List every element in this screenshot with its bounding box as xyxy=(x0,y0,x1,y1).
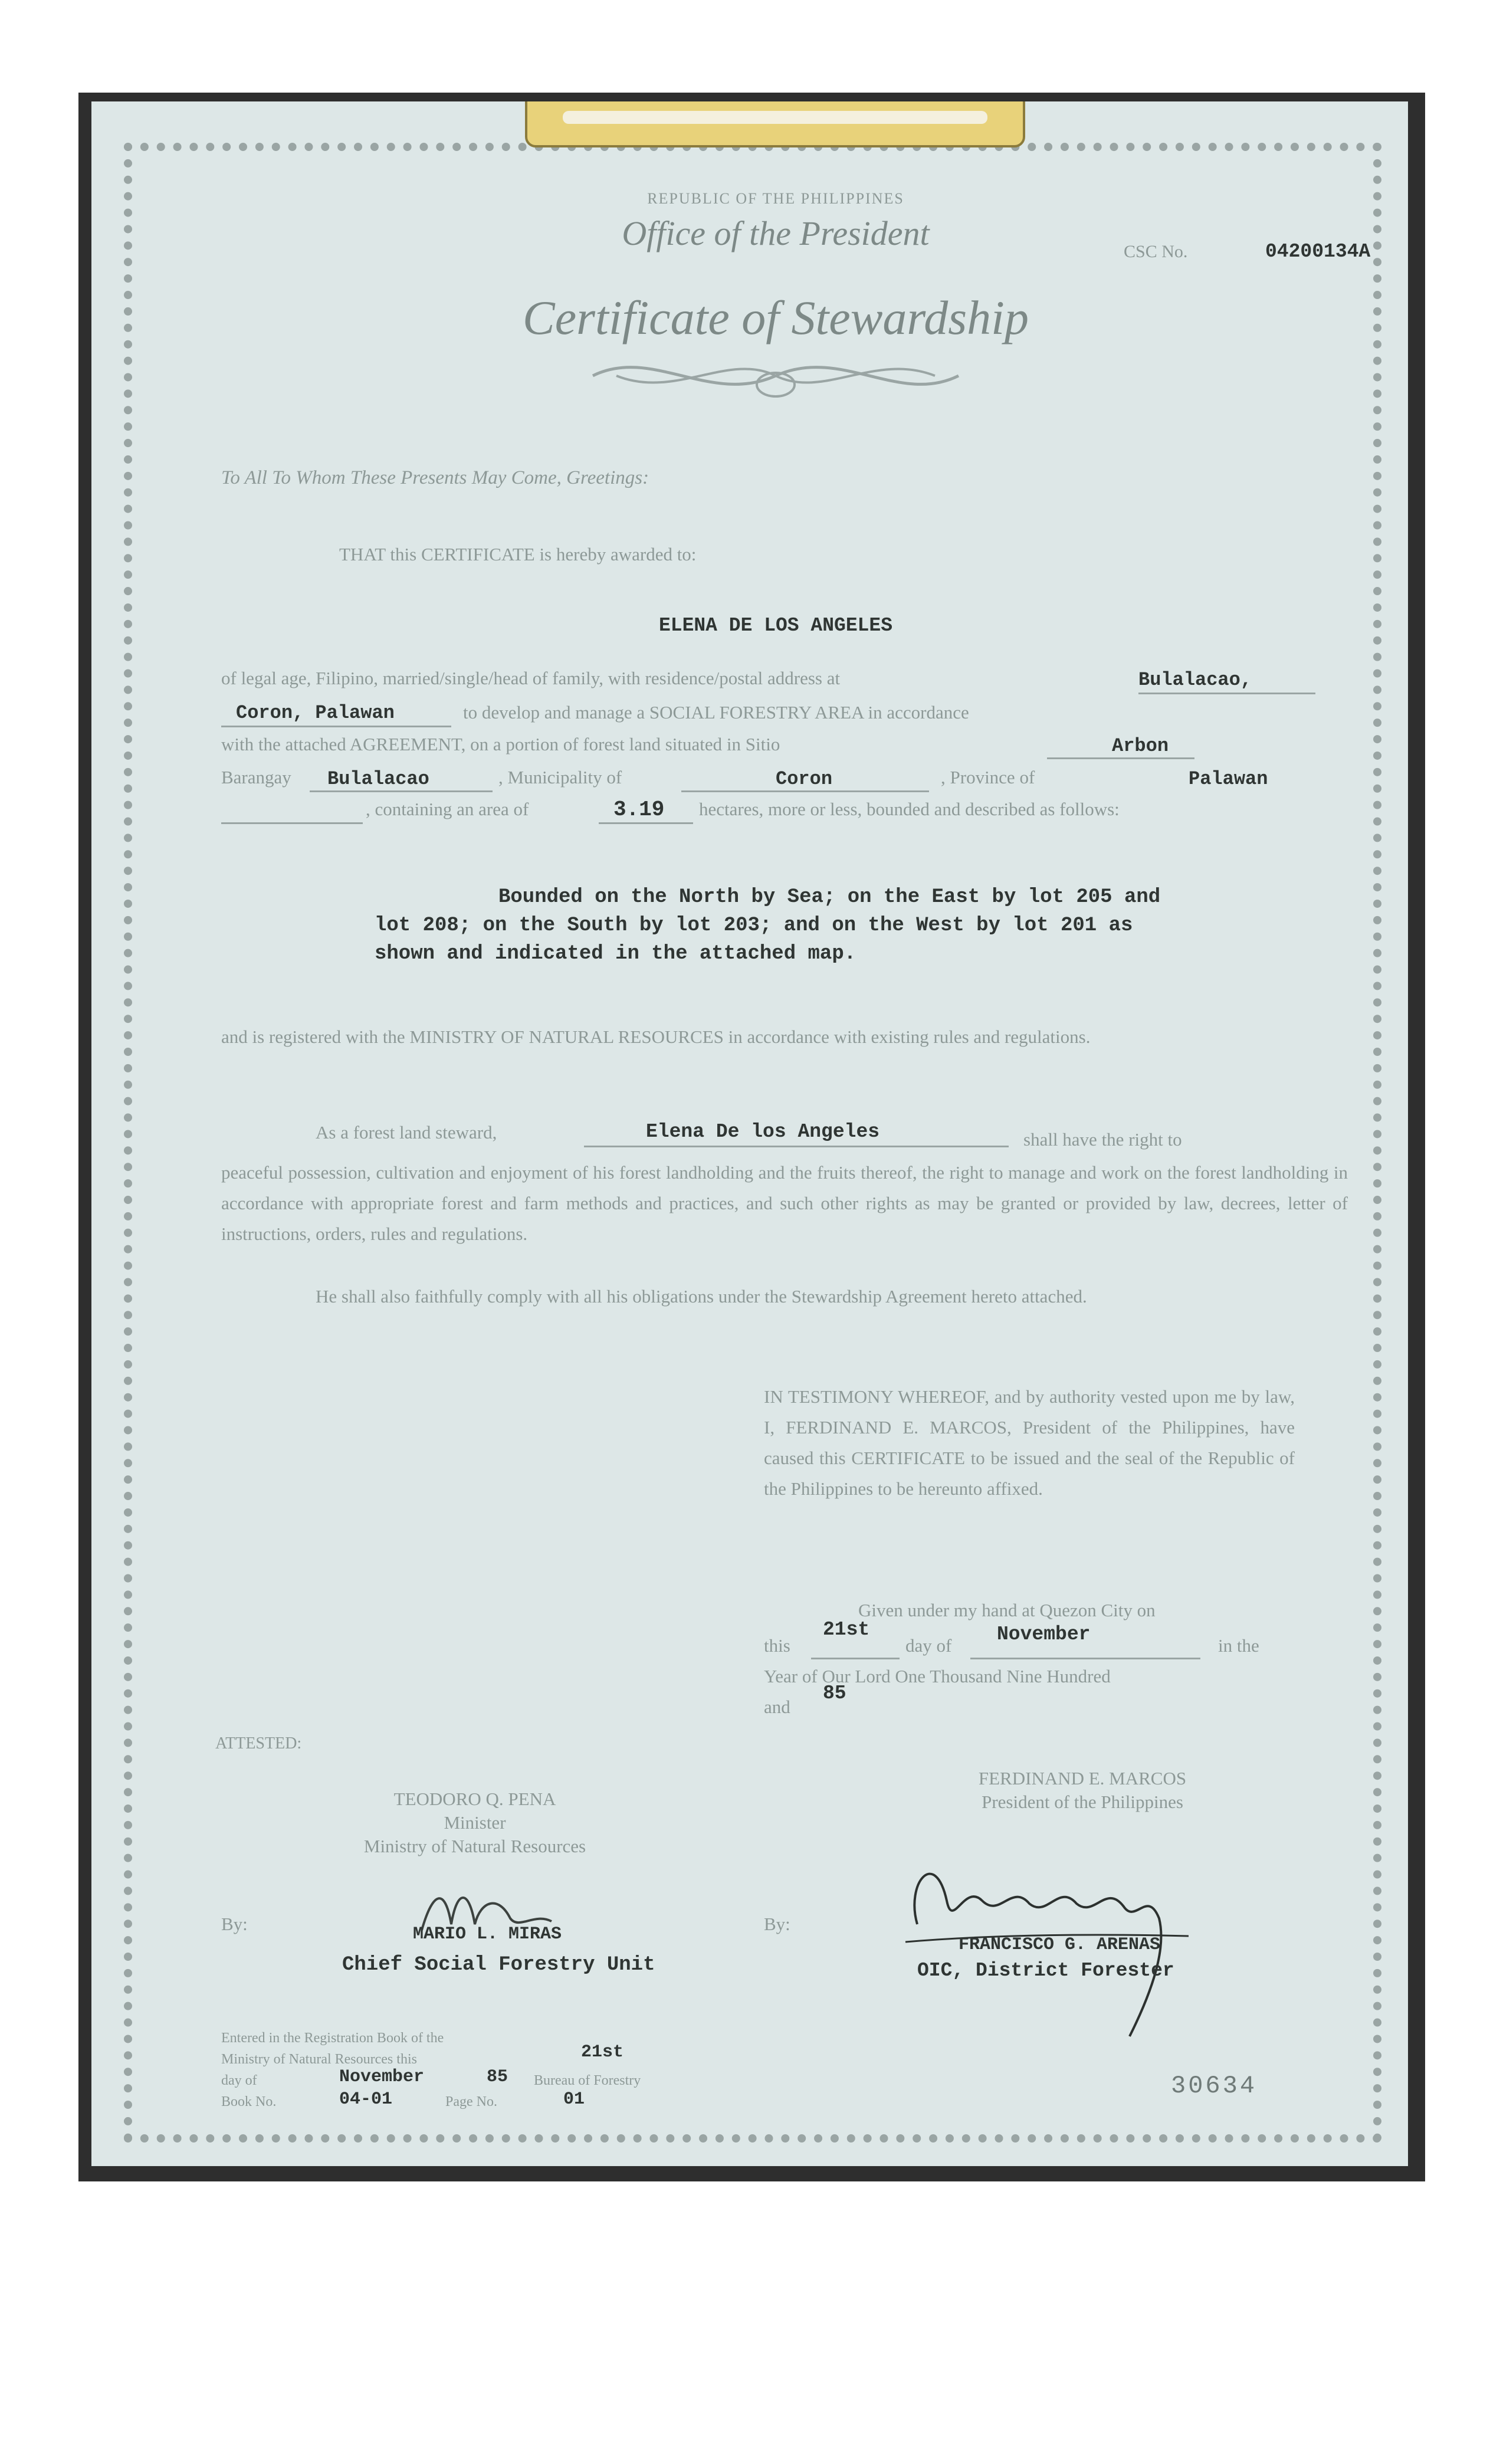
and-label: and xyxy=(764,1697,790,1717)
registry-book: 04-01 xyxy=(339,2089,393,2109)
registry-day-of: day of xyxy=(221,2073,257,2088)
boundary-line-2: lot 208; on the South by lot 203; and on the West by lot 201 as xyxy=(375,914,1133,937)
office-label: Office of the President xyxy=(622,214,930,252)
paper-clip xyxy=(525,101,1025,147)
registry-year: 85 xyxy=(487,2067,508,2087)
area-label: , containing an area of xyxy=(366,799,529,819)
ornament-flourish xyxy=(581,349,970,402)
steward-suffix: shall have the right to xyxy=(1023,1129,1182,1150)
registry-day: 21st xyxy=(581,2042,624,2062)
serial-number: 30634 xyxy=(1171,2072,1258,2100)
area-tail: hectares, more or less, bounded and described as follows: xyxy=(699,799,1120,819)
day-of-label: day of xyxy=(905,1635,952,1656)
in-the-label: in the xyxy=(1218,1635,1259,1656)
signer-left-title: Chief Social Forestry Unit xyxy=(342,1954,655,1976)
certificate-sheet xyxy=(91,101,1408,2166)
minister-title: Minister xyxy=(444,1812,506,1833)
decorative-border xyxy=(124,143,1381,2143)
registry-line-2: Ministry of Natural Resources this xyxy=(221,2052,417,2067)
rights-paragraph: peaceful possession, cultivation and enjoyment of his forest landholding and the fruits thereof, the right to manage and work on the forest landholding in accordance with appropriate forest and farm methods and practices, and such other rights as may be granted or provided by law, decrees, letter of instructions, orders, rules and regulations. xyxy=(221,1162,1348,1244)
province-value: Palawan xyxy=(1189,768,1268,790)
registered-paragraph: and is registered with the MINISTRY OF NATURAL RESOURCES in accordance with existing rules and regulations. xyxy=(221,1026,1091,1047)
body-line-2: to develop and manage a SOCIAL FORESTRY AREA in accordance xyxy=(463,702,969,723)
certificate-title: Certificate of Stewardship xyxy=(523,291,1029,344)
registry-month: November xyxy=(339,2067,425,2087)
province-label: , Province of xyxy=(941,767,1035,788)
steward-prefix: As a forest land steward, xyxy=(316,1122,497,1143)
this-label: this xyxy=(764,1635,790,1656)
minister-name: TEODORO Q. PENA xyxy=(393,1789,556,1809)
area-value: 3.19 xyxy=(613,798,665,822)
boundary-line-3: shown and indicated in the attached map. xyxy=(375,943,856,965)
registry-page-label: Page No. xyxy=(445,2094,497,2109)
address-2: Coron, Palawan xyxy=(236,702,395,724)
steward-name: Elena De los Angeles xyxy=(646,1121,880,1143)
awardee-name: ELENA DE LOS ANGELES xyxy=(658,615,893,636)
csc-number: 04200134A xyxy=(1265,241,1371,263)
given-year: 85 xyxy=(823,1682,846,1704)
address-1: Bulalacao, xyxy=(1138,669,1252,691)
president-title: President of the Philippines xyxy=(982,1792,1183,1812)
municipality-label: , Municipality of xyxy=(498,767,622,788)
barangay-value: Bulalacao xyxy=(327,768,429,790)
registry-page: 01 xyxy=(563,2089,585,2109)
given-month: November xyxy=(997,1623,1091,1645)
signer-right-title: OIC, District Forester xyxy=(917,1960,1174,1981)
barangay-label: Barangay xyxy=(221,767,291,788)
attested-label: ATTESTED: xyxy=(215,1734,302,1753)
boundary-line-1: Bounded on the North by Sea; on the East by lot 205 and xyxy=(498,886,1161,908)
registry-book-label: Book No. xyxy=(221,2094,277,2109)
president-name: FERDINAND E. MARCOS xyxy=(978,1768,1187,1789)
comply-paragraph: He shall also faithfully comply with all his obligations under the Stewardship Agreement hereto attached. xyxy=(316,1286,1087,1307)
registry-bureau: Bureau of Forestry xyxy=(534,2073,641,2088)
given-line: Given under my hand at Quezon City on xyxy=(858,1600,1156,1620)
registry-line-1: Entered in the Registration Book of the xyxy=(221,2030,444,2046)
body-line-1: of legal age, Filipino, married/single/head of family, with residence/postal address at xyxy=(221,668,841,688)
signer-left-name: MARIO L. MIRAS xyxy=(413,1924,562,1944)
body-line-3: with the attached AGREEMENT, on a portion of forest land situated in Sitio xyxy=(221,734,780,754)
republic-label: REPUBLIC OF THE PHILIPPINES xyxy=(647,190,904,207)
award-line: THAT this CERTIFICATE is hereby awarded to: xyxy=(339,544,697,565)
testimony-paragraph: IN TESTIMONY WHEREOF, and by authority vested upon me by law, I, FERDINAND E. MARCOS, President of the Philippines, have caused this CERTIFICATE to be issued and the seal of the Republic of the Philippines to be hereunto affixed. xyxy=(764,1386,1295,1499)
minister-ministry: Ministry of Natural Resources xyxy=(363,1836,586,1856)
sitio-value: Arbon xyxy=(1112,735,1169,757)
year-line: Year of Our Lord One Thousand Nine Hundred xyxy=(764,1666,1111,1687)
given-day: 21st xyxy=(823,1619,870,1641)
greeting: To All To Whom These Presents May Come, Greetings: xyxy=(221,467,649,488)
by-label-left: By: xyxy=(221,1914,248,1934)
signer-right-name: FRANCISCO G. ARENAS xyxy=(959,1935,1161,1955)
csc-label: CSC No. xyxy=(1124,242,1188,261)
municipality-value: Coron xyxy=(776,768,833,790)
by-label-right: By: xyxy=(764,1914,790,1934)
